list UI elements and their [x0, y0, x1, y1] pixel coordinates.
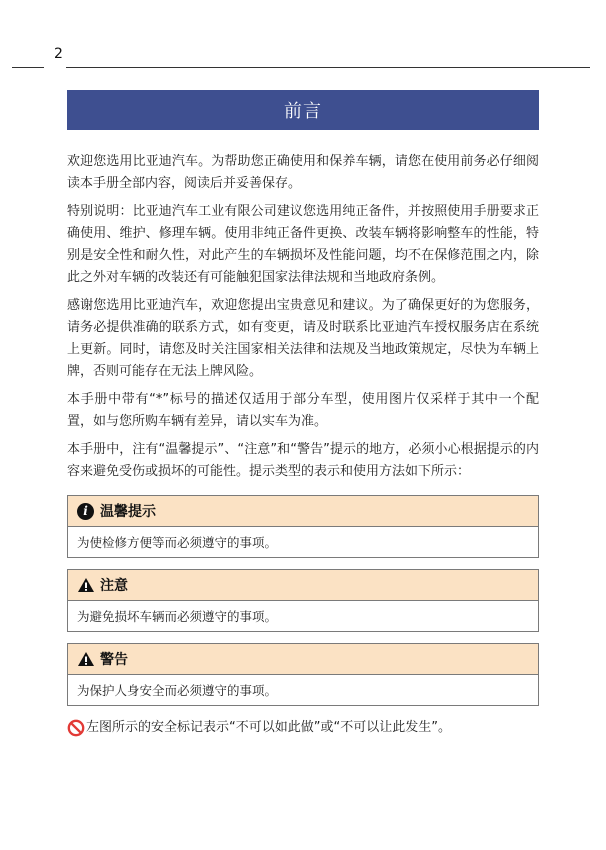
paragraph-special-note: 特别说明：比亚迪汽车工业有限公司建议您选用纯正备件，并按照使用手册要求正确使用、维护、修理车辆。使用非纯正备件更换、改装车辆将影响整车的性能，特别是安全性和耐久性，对此产生的车辆损坏及性能问题，均不在保修范围之内，除此之外对车辆的改装还有可能触犯国家法律法规和当地政府条例。 — [67, 204, 539, 285]
page-number: 2 — [54, 46, 63, 62]
notice-caution-header — [68, 570, 538, 601]
notice-caution-text: 为避免损坏车辆而必须遵守的事项。 — [77, 609, 278, 624]
paragraph-welcome: 欢迎您选用比亚迪汽车。为帮助您正确使用和保养车辆，请您在使用前务必仔细阅读本手册全部内容，阅读后并妥善保存。 — [67, 154, 539, 191]
paragraph-notice-intro: 本手册中，注有“温馨提示”、“注意”和“警告”提示的地方，必须小心根据提示的内容来避免受伤或损坏的可能性。提示类型的表示和使用方法如下所示： — [67, 442, 539, 479]
warning-triangle-icon — [77, 577, 95, 593]
notice-tip-box — [67, 495, 539, 558]
prohibition-icon — [67, 719, 85, 737]
header-rule — [66, 67, 590, 68]
notice-caution-label: 注意 — [100, 578, 128, 594]
notice-tip-text: 为使检修方便等而必须遵守的事项。 — [77, 535, 278, 550]
notice-warning-header — [68, 644, 538, 675]
info-icon: i — [77, 503, 94, 520]
section-title-bar — [67, 90, 539, 130]
header-rule-left — [12, 67, 44, 68]
notice-warning-label: 警告 — [100, 652, 128, 668]
section-title: 前言 — [284, 101, 322, 122]
notice-tip-header — [68, 496, 538, 527]
prohibition-note-text: 左图所示的安全标记表示“不可以如此做”或“不可以让此发生”。 — [86, 720, 451, 735]
prohibition-note — [67, 717, 539, 739]
notice-warning-box — [67, 643, 539, 706]
notice-caution-box — [67, 569, 539, 632]
notice-tip-label: 温馨提示 — [100, 504, 156, 520]
notice-warning-text: 为保护人身安全而必须遵守的事项。 — [77, 683, 278, 698]
page-content — [67, 151, 539, 739]
paragraph-asterisk-note: 本手册中带有“*”标号的描述仅适用于部分车型，使用图片仅采样于其中一个配置，如与您所购车辆有差异，请以实车为准。 — [67, 392, 539, 429]
paragraph-thanks: 感谢您选用比亚迪汽车，欢迎您提出宝贵意见和建议。为了确保更好的为您服务，请务必提供准确的联系方式，如有变更，请及时联系比亚迪汽车授权服务店在系统上更新。同时，请您及时关注国家相关法律和法规及当地政策规定，尽快为车辆上牌，否则可能存在无法上牌风险。 — [67, 298, 539, 379]
warning-triangle-icon — [77, 651, 95, 667]
